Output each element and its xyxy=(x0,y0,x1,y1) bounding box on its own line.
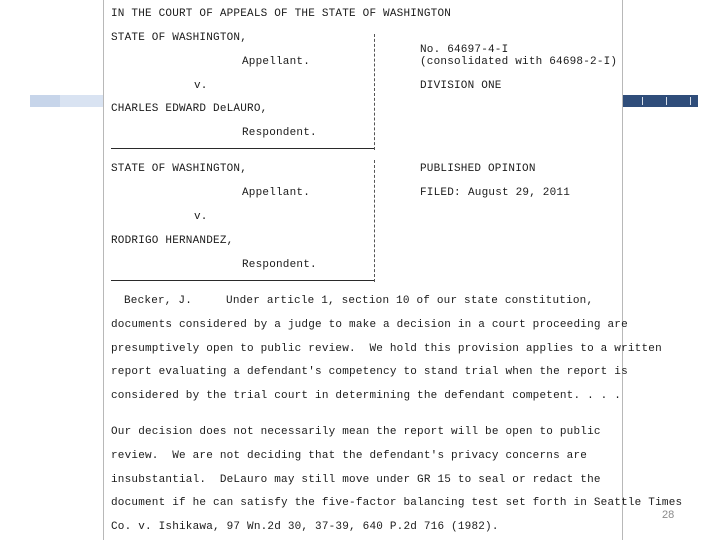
division: DIVISION ONE xyxy=(420,80,502,92)
para2-line4: document if he can satisfy the five-factor balancing test set forth in Seattle Times xyxy=(111,497,683,509)
consolidated-note: (consolidated with 64698-2-I) xyxy=(420,56,618,68)
caption1-versus: v. xyxy=(194,80,208,92)
para2-line1: Our decision does not necessarily mean the report will be open to public xyxy=(111,426,601,438)
para2-line5: Co. v. Ishikawa, 97 Wn.2d 30, 37-39, 640 P.2d 716 (1982). xyxy=(111,521,499,533)
para1-line5: considered by the trial court in determining the defendant competent. . . . xyxy=(111,390,622,402)
caption2-versus: v. xyxy=(194,211,208,223)
para1-line4: report evaluating a defendant's competency to stand trial when the report is xyxy=(111,366,628,378)
para1-line1: Becker, J. Under article 1, section 10 of our state constitution, xyxy=(124,295,594,307)
decorative-bar-left xyxy=(30,95,105,107)
caption2-divider xyxy=(374,160,375,282)
para2-line3: insubstantial. DeLauro may still move under GR 15 to seal or redact the xyxy=(111,474,601,486)
decorative-bar-right xyxy=(620,95,698,107)
caption1-underline xyxy=(111,148,374,149)
caption1-role2: Respondent. xyxy=(242,127,317,139)
caption1-party2: CHARLES EDWARD DeLAURO, xyxy=(111,103,268,115)
filed-label: FILED: xyxy=(420,187,461,199)
caption2-underline xyxy=(111,280,374,281)
para2-line2: review. We are not deciding that the defendant's privacy concerns are xyxy=(111,450,588,462)
caption1-role1: Appellant. xyxy=(242,56,311,68)
slide-page-number: 28 xyxy=(662,509,675,521)
caption2-party2: RODRIGO HERNANDEZ, xyxy=(111,235,234,247)
case-number: No. 64697-4-I xyxy=(420,44,509,56)
para1-line3: presumptively open to public review. We hold this provision applies to a written xyxy=(111,343,662,355)
caption2-party1: STATE OF WASHINGTON, xyxy=(111,163,248,175)
court-heading: IN THE COURT OF APPEALS OF THE STATE OF WASHINGTON xyxy=(111,8,452,20)
opinion-type: PUBLISHED OPINION xyxy=(420,163,536,175)
para1-line2: documents considered by a judge to make a decision in a court proceeding are xyxy=(111,319,628,331)
caption1-party1: STATE OF WASHINGTON, xyxy=(111,32,248,44)
caption2-role1: Appellant. xyxy=(242,187,311,199)
caption1-divider xyxy=(374,34,375,150)
caption2-role2: Respondent. xyxy=(242,259,317,271)
filed-date: August 29, 2011 xyxy=(468,187,571,199)
